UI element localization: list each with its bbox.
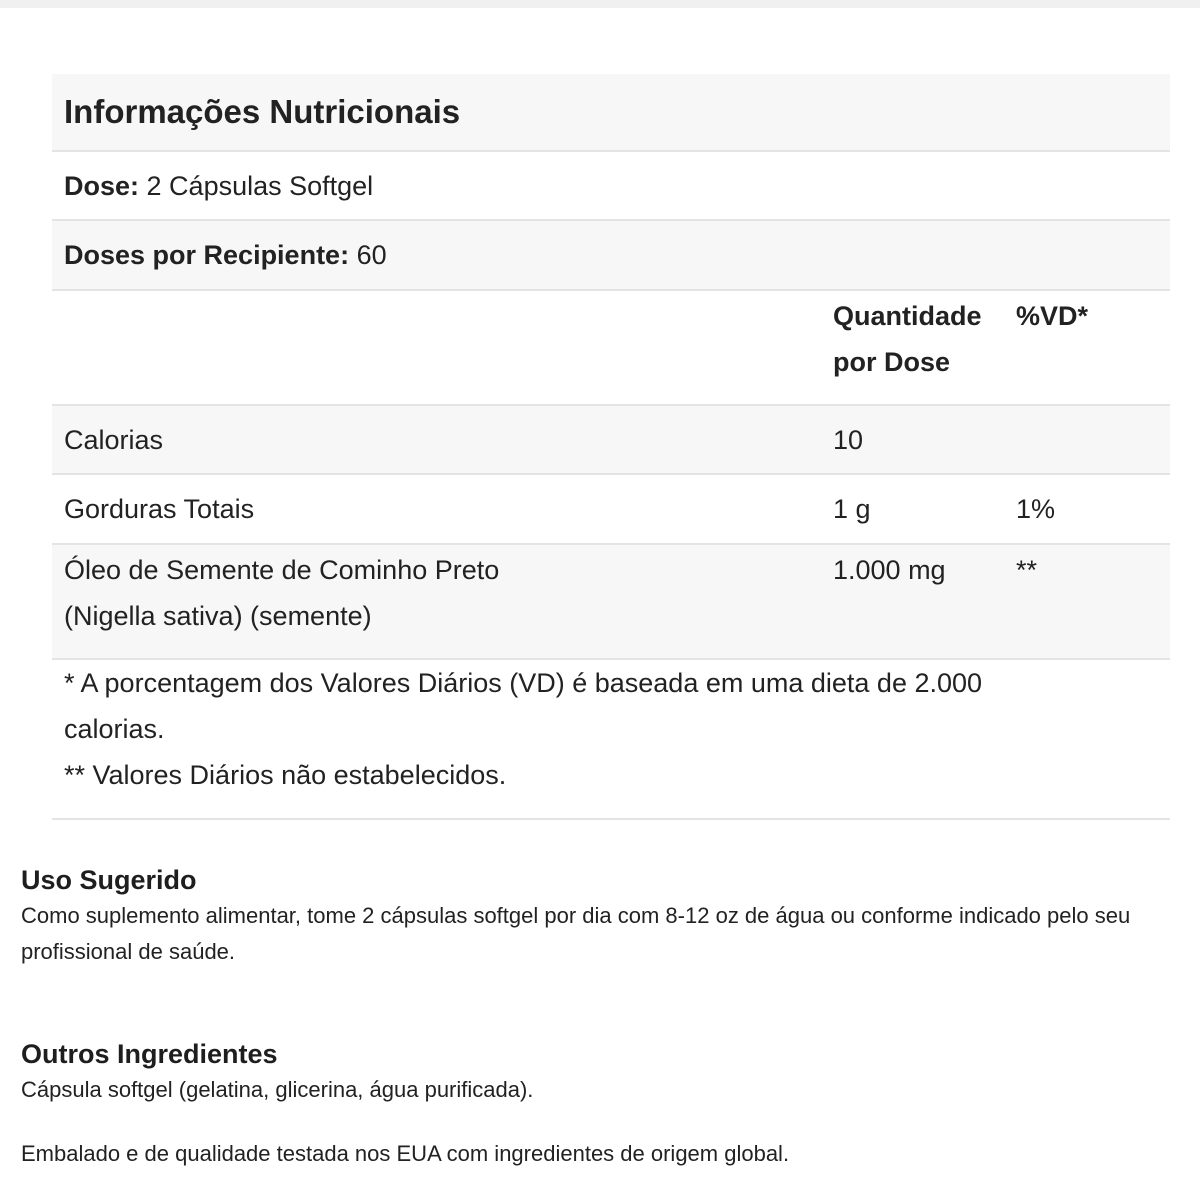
other-ingredients-title: Outros Ingredientes: [21, 1039, 278, 1069]
table-header-row: [52, 291, 1170, 406]
footnote-not-established: ** Valores Diários não estabelecidos.: [64, 760, 507, 790]
nutrient-amount: 1 g: [833, 494, 871, 524]
dose-label: Dose:: [64, 170, 140, 201]
nutrition-title: [52, 74, 1170, 152]
footnotes: [52, 660, 1170, 820]
suggested-use-section: [21, 862, 1181, 970]
suggested-use-text: Como suplemento alimentar, tome 2 cápsulas softgel por dia com 8-12 oz de água ou conforme indicado pelo seu profissional de saúde.: [21, 903, 1131, 964]
nutrient-name: Calorias: [64, 424, 164, 455]
table-row: [52, 545, 1170, 660]
nutrition-title-text: Informações Nutricionais: [64, 93, 461, 130]
other-ingredients-text: Cápsula softgel (gelatina, glicerina, água purificada).: [21, 1077, 534, 1102]
doses-label: Doses por Recipiente:: [64, 240, 350, 270]
top-bar: [0, 0, 1200, 8]
suggested-use-title: Uso Sugerido: [21, 865, 197, 895]
nutrient-dv: **: [1016, 555, 1038, 585]
table-row: [52, 475, 1170, 545]
nutrient-amount: 10: [833, 424, 864, 455]
nutrient-name-cell: [64, 547, 833, 639]
table-row: [52, 406, 1170, 475]
footnote-daily-values: * A porcentagem dos Valores Diários (VD) é baseada em uma dieta de 2.000 calorias.: [64, 668, 983, 744]
nutrition-facts-table: [52, 74, 1170, 820]
origin-note-text: Embalado e de qualidade testada nos EUA com ingredientes de origem global.: [21, 1141, 790, 1166]
other-ingredients-section: [21, 1036, 1181, 1108]
nutrient-amount: 1.000 mg: [833, 555, 946, 585]
nutrient-name-line2: (Nigella sativa) (semente): [64, 601, 372, 631]
nutrient-name: Gorduras Totais: [64, 494, 255, 524]
header-amount-cell: [833, 293, 1016, 385]
dose-value: 2 Cápsulas Softgel: [146, 170, 374, 201]
header-amount-line2: por Dose: [833, 347, 951, 377]
origin-note-section: [21, 1136, 1181, 1172]
nutrient-dv: 1%: [1016, 494, 1056, 524]
header-dv-cell: %VD*: [1016, 301, 1089, 331]
dose-row: [52, 152, 1170, 221]
header-amount-line1: Quantidade: [833, 301, 982, 331]
doses-per-container-row: [52, 221, 1170, 291]
doses-value: 60: [356, 240, 387, 270]
nutrient-name: Óleo de Semente de Cominho Preto: [64, 555, 500, 585]
